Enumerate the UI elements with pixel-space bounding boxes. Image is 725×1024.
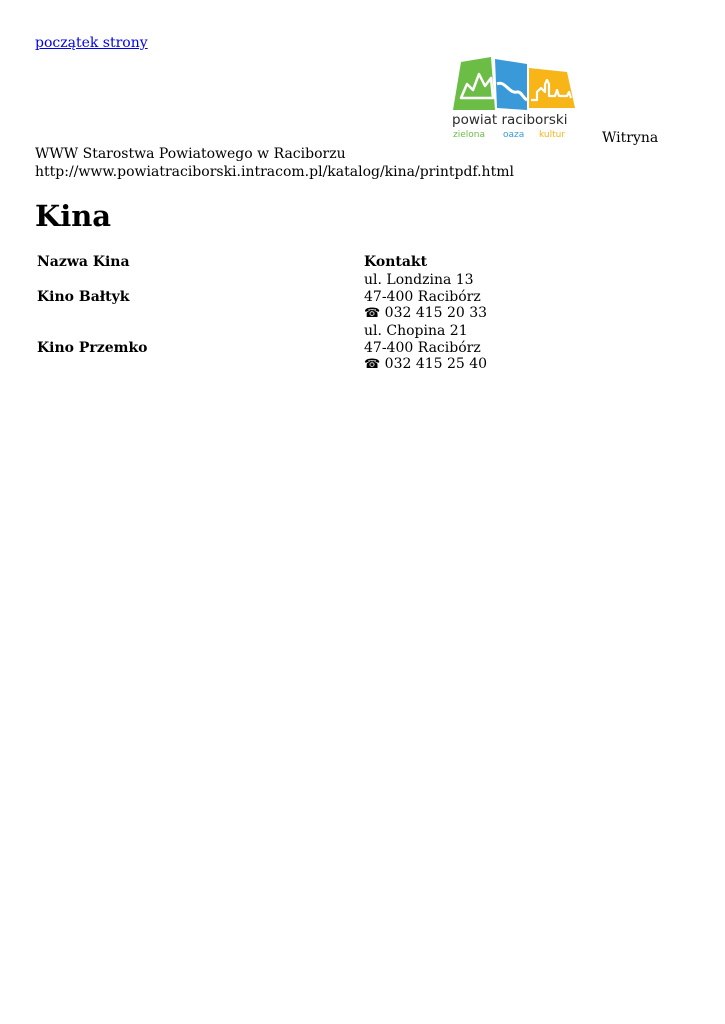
contact-city: 47-400 Racibórz — [364, 339, 481, 356]
phone-number: 032 415 25 40 — [384, 356, 488, 372]
table-row-name: Kino Bałtyk — [37, 289, 130, 305]
logo-title: powiat raciborski — [452, 112, 568, 128]
logo-tagline-oaza: oaza — [503, 130, 525, 140]
site-url: http://www.powiatraciborski.intracom.pl/katalog/kina/printpdf.html — [35, 164, 514, 180]
table-row-name: Kino Przemko — [37, 340, 148, 356]
contact-phone — [364, 356, 487, 374]
site-name: WWW Starostwa Powiatowego w Raciborzu — [35, 146, 346, 162]
contact-street: ul. Londzina 13 — [364, 272, 474, 288]
logo-green-panel — [453, 57, 495, 110]
page-title: Kina — [35, 199, 112, 233]
column-header-name: Nazwa Kina — [37, 254, 130, 270]
top-of-page-link[interactable]: początek strony — [35, 35, 148, 51]
column-header-contact: Kontakt — [364, 254, 428, 270]
table-row-contact — [364, 272, 487, 323]
logo-tagline-zielona: zielona — [453, 130, 485, 140]
logo-tagline-kultur: kultur — [539, 130, 566, 140]
phone-icon: ☎ — [364, 357, 381, 372]
contact-street: ul. Chopina 21 — [364, 323, 468, 339]
table-row-contact — [364, 323, 487, 374]
logo-yellow-panel — [529, 68, 575, 108]
phone-icon: ☎ — [364, 306, 381, 321]
powiat-raciborski-logo — [451, 54, 579, 142]
contact-phone — [364, 305, 487, 323]
phone-number: 032 415 20 33 — [384, 305, 488, 321]
witryna-label: Witryna — [602, 130, 659, 146]
contact-city: 47-400 Racibórz — [364, 288, 481, 305]
